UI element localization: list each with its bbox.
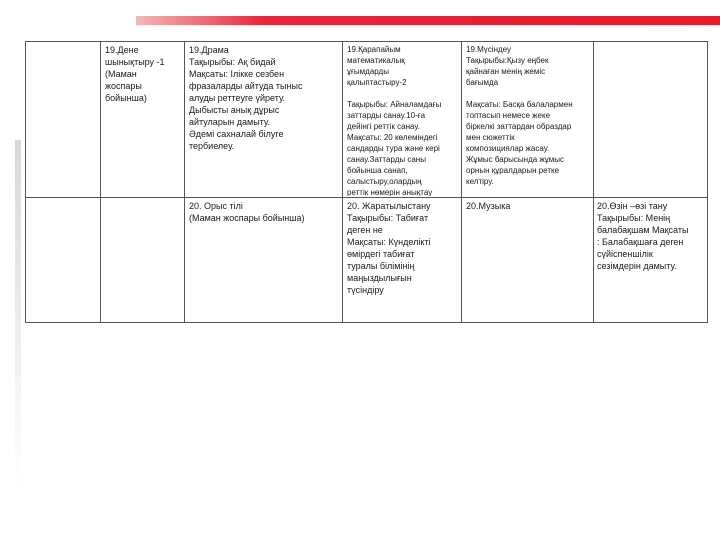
column-divider: [342, 41, 343, 323]
column-divider: [461, 41, 462, 323]
table-cell: [597, 44, 705, 194]
table-cell: [27, 200, 97, 320]
table-cell-drama: 19.Драма Тақырыбы: Ақ бидай Мақсаты: Ілікке сезбен фразаларды айтуда тыныс алуды реттеуге үйрету. Дыбысты анық дұрыс айтуларын дамыту. Әдемі сахналай білуге тербиелеу.: [189, 45, 303, 151]
column-divider: [593, 41, 594, 323]
table-cell-math: 19.Қарапайым математикалық ұғымдарды қалыптастыру-2 Тақырыбы: Айналамдағы заттарды санау.10-ға дейінгі реттік санау. Мақсаты: 20 көлеміндегі сандарды тура және кері санау.Заттарды саны бойынша санап, салыстыру,олардың реттік нөмерін анықтау: [347, 45, 442, 196]
table-cell-modeling: 19.Мүсіндеу Тақырыбы:Қызу еңбек қайнаған менің жеміс бағымда Мақсаты: Басқа балалармен топтасып немесе жеке біркелкі заттардан образдар мен сюжеттік композициялар жасау. Жұмыс барысында жұмыс орнын құралдарын ретке келтіру.: [466, 45, 573, 186]
table-cell: [27, 44, 97, 194]
row-divider: [25, 197, 708, 198]
table-cell-physical-education: 19.Дене шынықтыру -1 (Маман жоспары бойынша): [105, 45, 165, 103]
table-cell-russian-language: 20. Орыс тілі (Маман жоспары бойынша): [189, 201, 305, 223]
table-cell: [105, 200, 182, 320]
top-accent-bar: [136, 16, 720, 25]
table-cell-natural-science: 20. Жаратылыстану Тақырыбы: Табиғат деген не Мақсаты: Күнделікті өмірдегі табиғат туралы білімінің маңыздылығын түсіндіру: [347, 201, 431, 295]
left-edge-shadow: [15, 140, 21, 490]
column-divider: [184, 41, 185, 323]
table-cell-self-knowledge: 20.Өзін –өзі тану Тақырыбы: Менің балабақшам Мақсаты : Балабақшаға деген сүйіспеншілік сезімдерін дамыту.: [597, 201, 689, 271]
table-cell-music: 20.Музыка: [466, 201, 511, 211]
column-divider: [100, 41, 101, 323]
